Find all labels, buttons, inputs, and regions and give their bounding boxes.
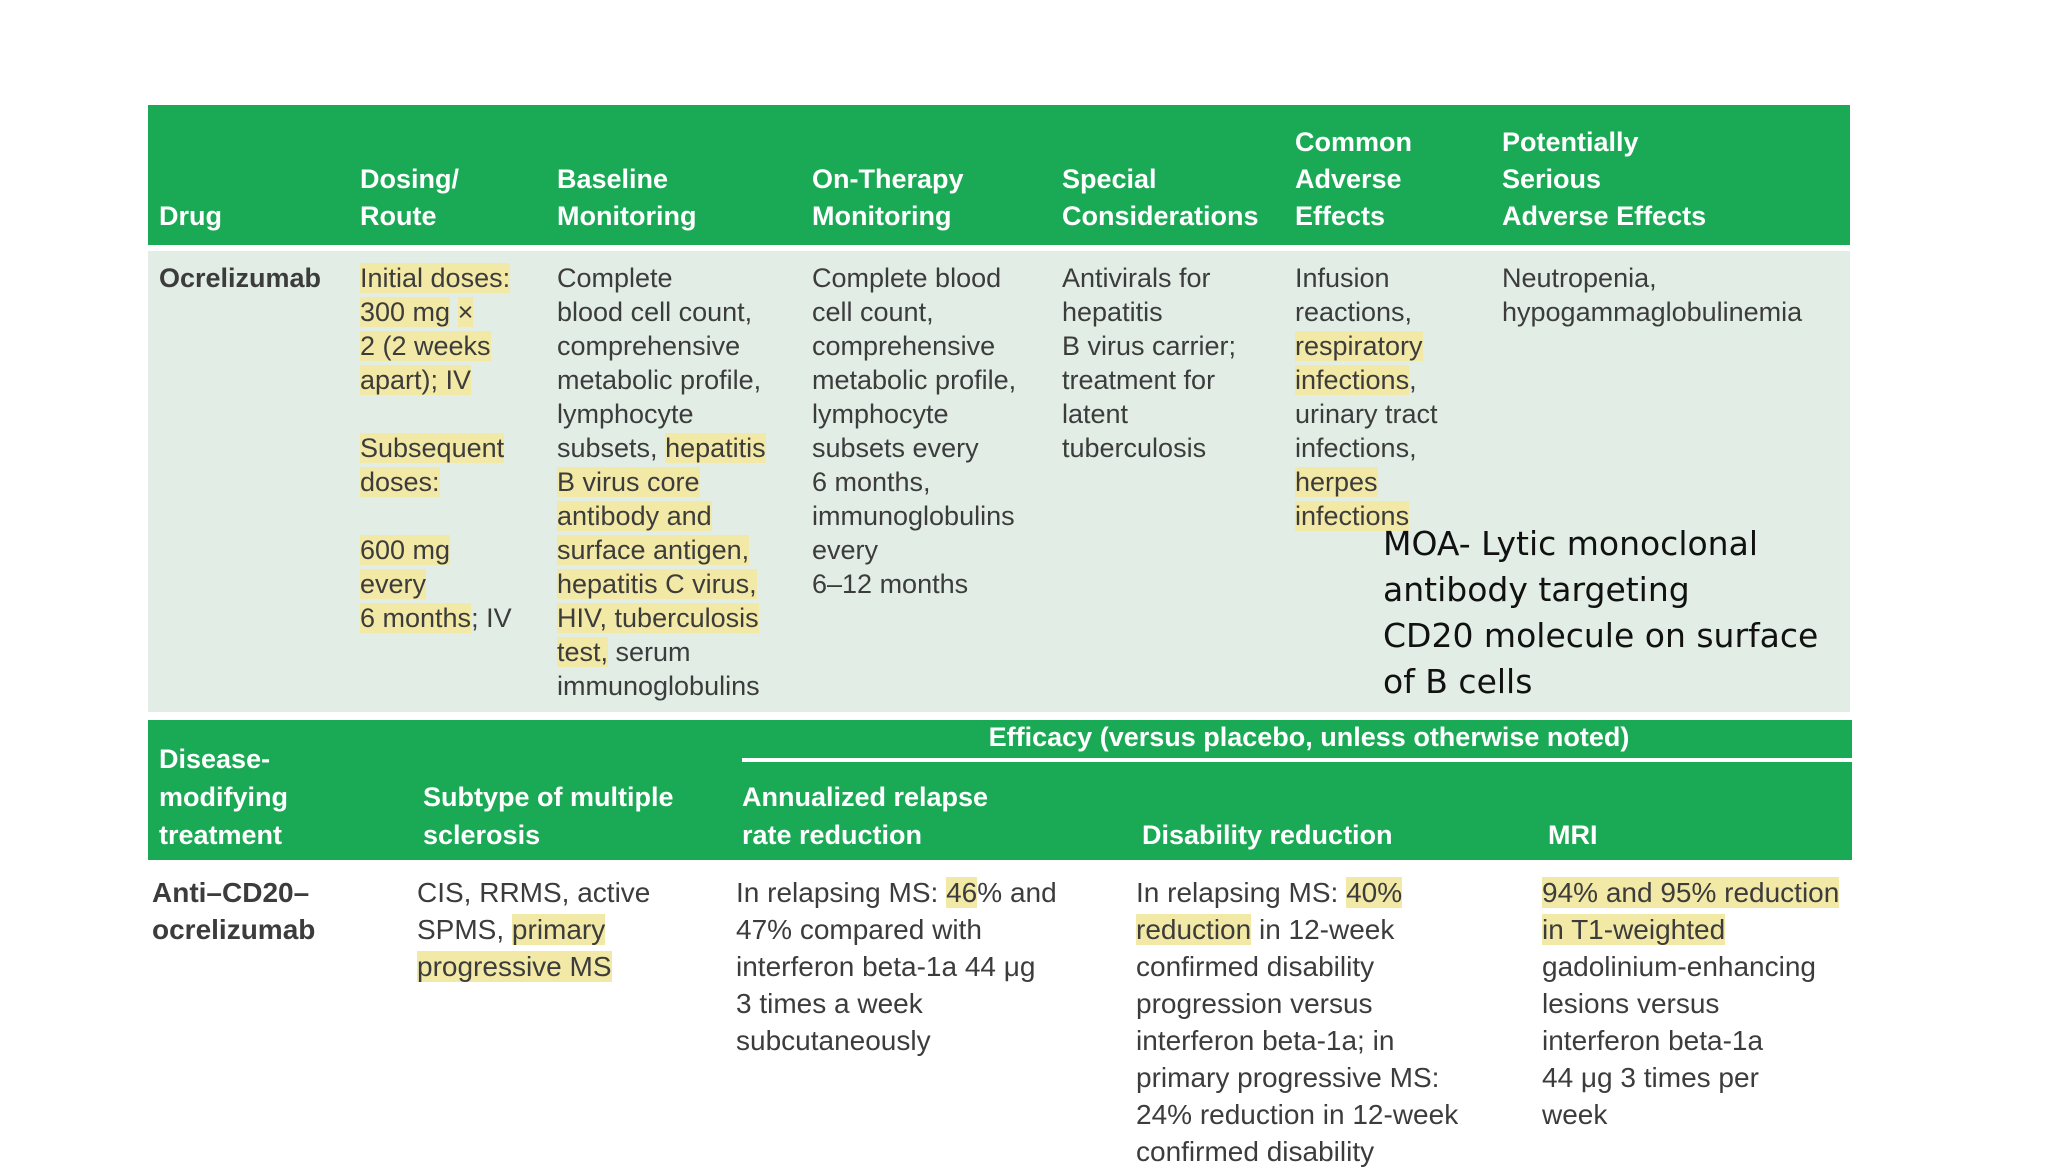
text-line: ocrelizumab <box>152 914 316 945</box>
text-line: reactions, <box>1295 297 1413 327</box>
text-line: week <box>1542 1099 1608 1130</box>
text-line: 6 months <box>360 603 472 633</box>
text-line: In relapsing MS: <box>736 877 947 908</box>
moa-annotation <box>1383 521 1823 705</box>
text-line: hepatitis C virus, <box>557 569 757 599</box>
text-line: blood cell count, <box>557 297 753 327</box>
text-line: In relapsing MS: <box>1136 877 1347 908</box>
header-disease-modifying-treatment: Disease- modifying treatment <box>159 744 288 850</box>
moa-line: CD20 molecule on surface <box>1383 616 1819 655</box>
text-line: surface antigen, <box>557 535 750 565</box>
cell-drug-name: Ocrelizumab <box>159 263 322 293</box>
efficacy-divider <box>742 758 1852 762</box>
text-line: confirmed disability <box>1136 1136 1375 1167</box>
text-line: 24% reduction in 12-week <box>1136 1099 1459 1130</box>
text-line: HIV, tuberculosis <box>557 603 759 633</box>
header-special-considerations: Special Considerations <box>1062 164 1259 231</box>
table2-row-ocrelizumab <box>140 860 1852 1167</box>
header-disability-reduction: Disability reduction <box>1142 820 1393 850</box>
text-line: respiratory <box>1295 331 1423 361</box>
text-line: immunoglobulins <box>557 671 760 701</box>
header-baseline-monitoring: Baseline Monitoring <box>557 164 697 231</box>
text-line: Neutropenia, <box>1502 263 1657 293</box>
text-line: 46 <box>946 877 978 908</box>
text-line: confirmed disability <box>1136 951 1375 982</box>
header-serious-adverse-effects: Potentially Serious Adverse Effects <box>1502 127 1707 231</box>
text-line: immunoglobulins <box>812 501 1015 531</box>
cell-on-therapy-monitoring <box>812 261 1016 601</box>
text-line: primary <box>511 914 606 945</box>
text-line: metabolic profile, <box>812 365 1017 395</box>
cell-common-adverse-effects <box>1295 261 1438 533</box>
text-line: 40% <box>1346 877 1403 908</box>
text-line: % and <box>977 877 1057 908</box>
text-line: Complete blood <box>812 263 1002 293</box>
text-line: Anti–CD20– <box>152 877 310 908</box>
text-line: progression versus <box>1136 988 1373 1019</box>
text-line: 600 mg <box>360 535 451 565</box>
table2-header-row <box>148 720 1852 860</box>
cell-baseline-monitoring <box>557 261 766 703</box>
text-line: ; IV <box>471 603 512 633</box>
text-line: hepatitis <box>665 433 766 463</box>
text-line: hypogammaglobulinemia <box>1502 297 1803 327</box>
text-line: CIS, RRMS, active <box>417 877 651 908</box>
text-line: , <box>1409 365 1417 395</box>
text-line: SPMS, <box>417 914 512 945</box>
header-drug: Drug <box>159 201 222 231</box>
text-line: 3 times a week <box>736 988 923 1019</box>
text-line: infections, <box>1295 433 1417 463</box>
text-line: cell count, <box>812 297 934 327</box>
text-line: subsets, <box>557 433 666 463</box>
text-line: interferon beta-1a; in <box>1136 1025 1395 1056</box>
text-line: lymphocyte <box>812 399 949 429</box>
text-line: Antivirals for <box>1062 263 1211 293</box>
text-line: tuberculosis <box>1062 433 1207 463</box>
text-line: Complete <box>557 263 673 293</box>
text-line: every <box>360 569 427 599</box>
text-line: lymphocyte <box>557 399 694 429</box>
cell-dmt-name <box>152 874 315 948</box>
text-line: hepatitis <box>1062 297 1163 327</box>
cell-serious-adverse-effects <box>1502 261 1802 329</box>
text-line: apart); IV <box>360 365 472 395</box>
text-line: gadolinium-enhancing <box>1542 951 1816 982</box>
moa-line: MOA- Lytic monoclonal <box>1383 524 1758 563</box>
moa-line: of B cells <box>1383 662 1533 701</box>
text-line: infections <box>1295 501 1410 531</box>
text-line: Subsequent <box>360 433 505 463</box>
text-line: lesions versus <box>1542 988 1720 1019</box>
text-line: in T1-weighted <box>1542 914 1726 945</box>
text-line: × <box>457 297 474 327</box>
text-line: primary progressive MS: <box>1136 1062 1440 1093</box>
efficacy-title: Efficacy (versus placebo, unless otherwise noted) <box>988 722 1630 752</box>
header-on-therapy-monitoring: On-Therapy Monitoring <box>812 164 964 231</box>
table1-header-row <box>148 105 1850 245</box>
text-line: interferon beta-1a <box>1542 1025 1764 1056</box>
text-line: metabolic profile, <box>557 365 762 395</box>
text-line: B virus carrier; <box>1062 331 1237 361</box>
text-line: every <box>812 535 879 565</box>
text-line: B virus core <box>557 467 700 497</box>
text-line: interferon beta-1a 44 μg <box>736 951 1036 982</box>
text-line: subsets every <box>812 433 979 463</box>
text-line: serum <box>608 637 691 667</box>
header-mri: MRI <box>1548 820 1598 850</box>
text-line: 44 μg 3 times per <box>1542 1062 1759 1093</box>
text-line: 47% compared with <box>736 914 982 945</box>
cell-disability-reduction <box>1136 874 1458 1170</box>
cell-annualized-relapse <box>736 874 1057 1059</box>
header-ms-subtype: Subtype of multiple sclerosis <box>423 782 674 850</box>
text-line: Initial doses: <box>360 263 511 293</box>
text-line: latent <box>1062 399 1129 429</box>
text-line: 6 months, <box>812 467 931 497</box>
header-common-adverse-effects: Common Adverse Effects <box>1295 127 1412 231</box>
text-line: subcutaneously <box>736 1025 931 1056</box>
text-line: infections <box>1295 365 1410 395</box>
text-line: doses: <box>360 467 440 497</box>
text-line: antibody and <box>557 501 712 531</box>
header-dosing-route: Dosing/ Route <box>360 164 459 231</box>
cell-special-considerations <box>1062 261 1236 465</box>
text-line: comprehensive <box>557 331 741 361</box>
text-line: 300 mg <box>360 297 451 327</box>
header-annualized-relapse: Annualized relapse rate reduction <box>742 782 989 850</box>
text-line: comprehensive <box>812 331 996 361</box>
cell-dosing-route <box>360 261 512 635</box>
moa-line: antibody targeting <box>1383 570 1690 609</box>
text-line: Infusion <box>1295 263 1390 293</box>
text-line: test, <box>557 637 609 667</box>
efficacy-table <box>140 714 1852 1167</box>
cell-ms-subtype <box>417 874 650 985</box>
text-line: treatment for <box>1062 365 1216 395</box>
text-line: reduction <box>1136 914 1252 945</box>
text-line: 2 (2 weeks <box>360 331 491 361</box>
cell-mri <box>1542 874 1839 1133</box>
text-line: herpes <box>1295 467 1378 497</box>
text-line: urinary tract <box>1295 399 1438 429</box>
text-line: progressive MS <box>417 951 612 982</box>
text-line: 6–12 months <box>812 569 969 599</box>
text-line: 94% and 95% reduction <box>1542 877 1840 908</box>
text-line: in 12-week <box>1251 914 1395 945</box>
